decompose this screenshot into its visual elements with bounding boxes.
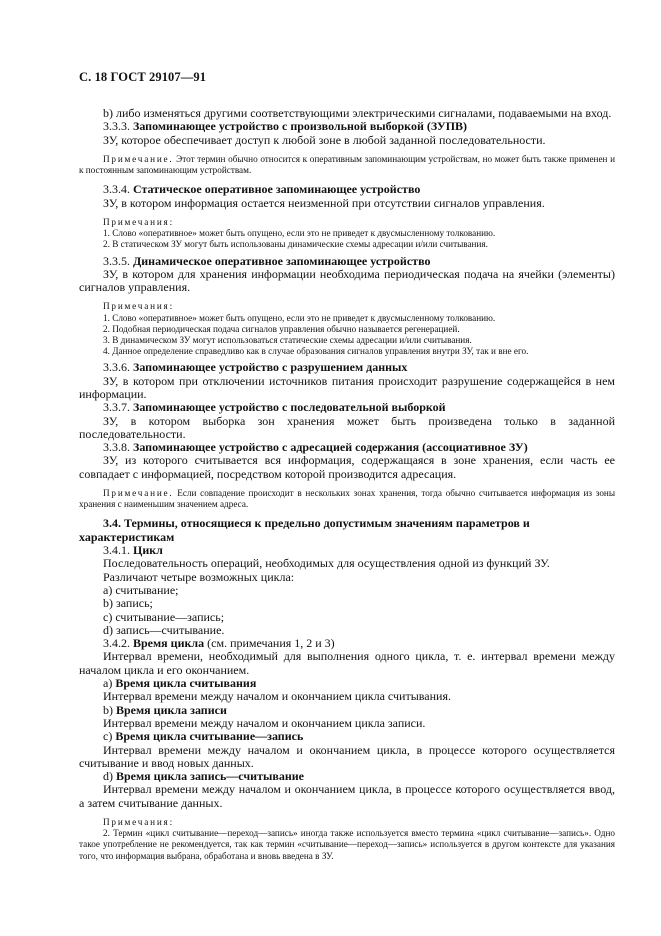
paragraph: ЗУ, в котором информация остается неизменной при отсутствии сигналов управления.: [103, 195, 545, 210]
term-heading: [79, 255, 615, 268]
term-title: Время цикла записи: [116, 702, 227, 717]
term-number: 3.3.6.: [103, 360, 130, 375]
term-heading: [79, 183, 615, 196]
spacer: [79, 210, 615, 217]
term-heading: [79, 637, 615, 650]
term-title: Статическое оперативное запоминающее устройство: [133, 182, 421, 197]
term-number: 3.4.: [103, 516, 121, 531]
term-title: Термины, относящиеся к предельно допустимым значениям параметров и характеристикам: [79, 516, 530, 544]
note-item: 4. Данное определение справедливо как в случае образования сигналов управления внутри ЗУ, так и вне его.: [103, 346, 529, 357]
term-number: 3.3.4.: [103, 182, 130, 197]
term-title: Время цикла: [133, 636, 205, 651]
document-body: [79, 107, 615, 862]
notes-label: Примечания:: [103, 216, 174, 227]
spacer: [79, 810, 615, 817]
term-heading: [79, 730, 615, 743]
term-number: 3.4.2.: [103, 636, 130, 651]
term-title: Динамическое оперативное запоминающее устройство: [133, 253, 431, 268]
spacer: [79, 147, 615, 154]
paragraph: ЗУ, в котором выборка зон хранения может быть произведена только в заданной последовательности.: [79, 413, 615, 441]
paragraph: Интервал времени между началом и окончанием цикла считывания.: [103, 689, 451, 704]
note-item: 3. В динамическом ЗУ могут использоваться статические схемы адресации и/или считывания.: [103, 335, 472, 345]
paragraph: c) считывание—запись;: [103, 609, 225, 624]
term-title: Запоминающее устройство с разрушением данных: [133, 360, 408, 375]
term-heading: [79, 677, 615, 690]
paragraph: b) запись;: [103, 596, 153, 611]
term-number: 3.3.5.: [103, 253, 130, 268]
paragraph: ЗУ, в котором для хранения информации необходима периодическая подача на ячейки (элементы) сигналов управления.: [79, 266, 615, 295]
term-title: Время цикла запись—считывание: [116, 769, 304, 784]
note-item: 2. Подобная периодическая подача сигналов управления обычно называется регенерацией.: [103, 323, 460, 334]
note-item: 2. В статическом ЗУ могут быть использованы динамические схемы адресации и/или считывания.: [103, 239, 488, 250]
term-number: c): [103, 729, 113, 744]
term-heading: [79, 517, 615, 544]
term-title: Время цикла считывания: [115, 676, 257, 691]
term-title: Запоминающее устройство с последовательной выборкой: [133, 400, 446, 415]
spacer: [79, 481, 615, 488]
term-title: Цикл: [133, 543, 163, 558]
note: [79, 154, 615, 176]
note-item: 1. Слово «оперативное» может быть опущено, если это не приведет к двусмысленному толкованию.: [103, 312, 496, 323]
paragraph: ЗУ, из которого считывается вся информация, содержащаяся в зоне хранения, если часть ее совпадает с информацией, посредством которой производится адресация.: [79, 453, 615, 481]
term-heading: [79, 361, 615, 374]
note-text: Если совпадение происходит в нескольких зонах хранения, тогда обычно считывается информация из зоны хранения с наименьшим значением адреса.: [79, 488, 616, 510]
term-suffix: (см. примечания 1, 2 и 3): [204, 636, 335, 651]
note-label: Примечание.: [103, 153, 174, 164]
term-number: 3.3.8.: [103, 440, 130, 455]
notes-label: Примечания:: [103, 301, 174, 312]
term-number: d): [103, 769, 113, 784]
term-title: Запоминающее устройство с адресацией содержания (ассоциативное ЗУ): [133, 440, 528, 455]
note-label: Примечание.: [103, 488, 174, 499]
term-number: a): [103, 676, 113, 691]
paragraph: ЗУ, в котором при отключении источников питания происходит разрушение содержащейся в нем информации.: [79, 373, 615, 401]
spacer: [79, 294, 615, 301]
paragraph: Интервал времени между началом и окончанием цикла, в процессе которого осуществляется ввод, а затем считывание данных.: [79, 782, 615, 810]
note-item: 2. Термин «цикл считывание—переход—запись» иногда также используется вместо термина «цикл считывание—запись». Одно такое употребление не рекомендуется, так как термин «считывание—переход—запись» используется в другом контексте для указания того, что информация выбрана, обработана и вновь введена в ЗУ.: [79, 828, 615, 861]
term-number: 3.4.1.: [103, 543, 130, 558]
term-heading: [79, 441, 615, 454]
paragraph: d) запись—считывание.: [103, 622, 225, 637]
term-title: Время цикла считывание—запись: [115, 729, 304, 744]
paragraph: Интервал времени между началом и окончанием цикла, в процессе которого осуществляется считывание и ввод новых данных.: [79, 742, 615, 770]
paragraph: Последовательность операций, необходимых для осуществления одной из функций ЗУ.: [103, 556, 550, 571]
note-text: Этот термин обычно относится к оперативным запоминающим устройствам, но может быть также применен и к постоянным запоминающим устройствам.: [79, 153, 615, 176]
paragraph: Интервал времени, необходимый для выполнения одного цикла, т. е. интервал времени между началом цикла и его окончанием.: [79, 649, 615, 677]
note: [79, 488, 615, 510]
term-heading: [79, 544, 615, 557]
term-heading: [79, 401, 615, 414]
term-heading: [79, 704, 615, 717]
paragraph: a) считывание;: [103, 582, 179, 597]
term-number: 3.3.3.: [103, 119, 130, 134]
page-header: С. 18 ГОСТ 29107—91: [79, 70, 207, 84]
term-number: 3.3.7.: [103, 400, 130, 415]
term-heading: [79, 120, 615, 133]
paragraph: Различают четыре возможных цикла:: [103, 569, 295, 584]
note-item: 1. Слово «оперативное» может быть опущено, если это не приведет к двусмысленному толкованию.: [103, 228, 496, 239]
notes-label: Примечания:: [103, 817, 174, 828]
term-title: Запоминающее устройство с произвольной выборкой (ЗУПВ): [133, 119, 468, 134]
paragraph: Интервал времени между началом и окончанием цикла записи.: [103, 715, 426, 730]
paragraph: b) либо изменяться другими соответствующими электрическими сигналами, подаваемыми на вход.: [103, 106, 612, 120]
term-heading: [79, 770, 615, 783]
term-number: b): [103, 702, 113, 717]
paragraph: ЗУ, которое обеспечивает доступ к любой зоне в любой заданной последовательности.: [103, 132, 546, 147]
